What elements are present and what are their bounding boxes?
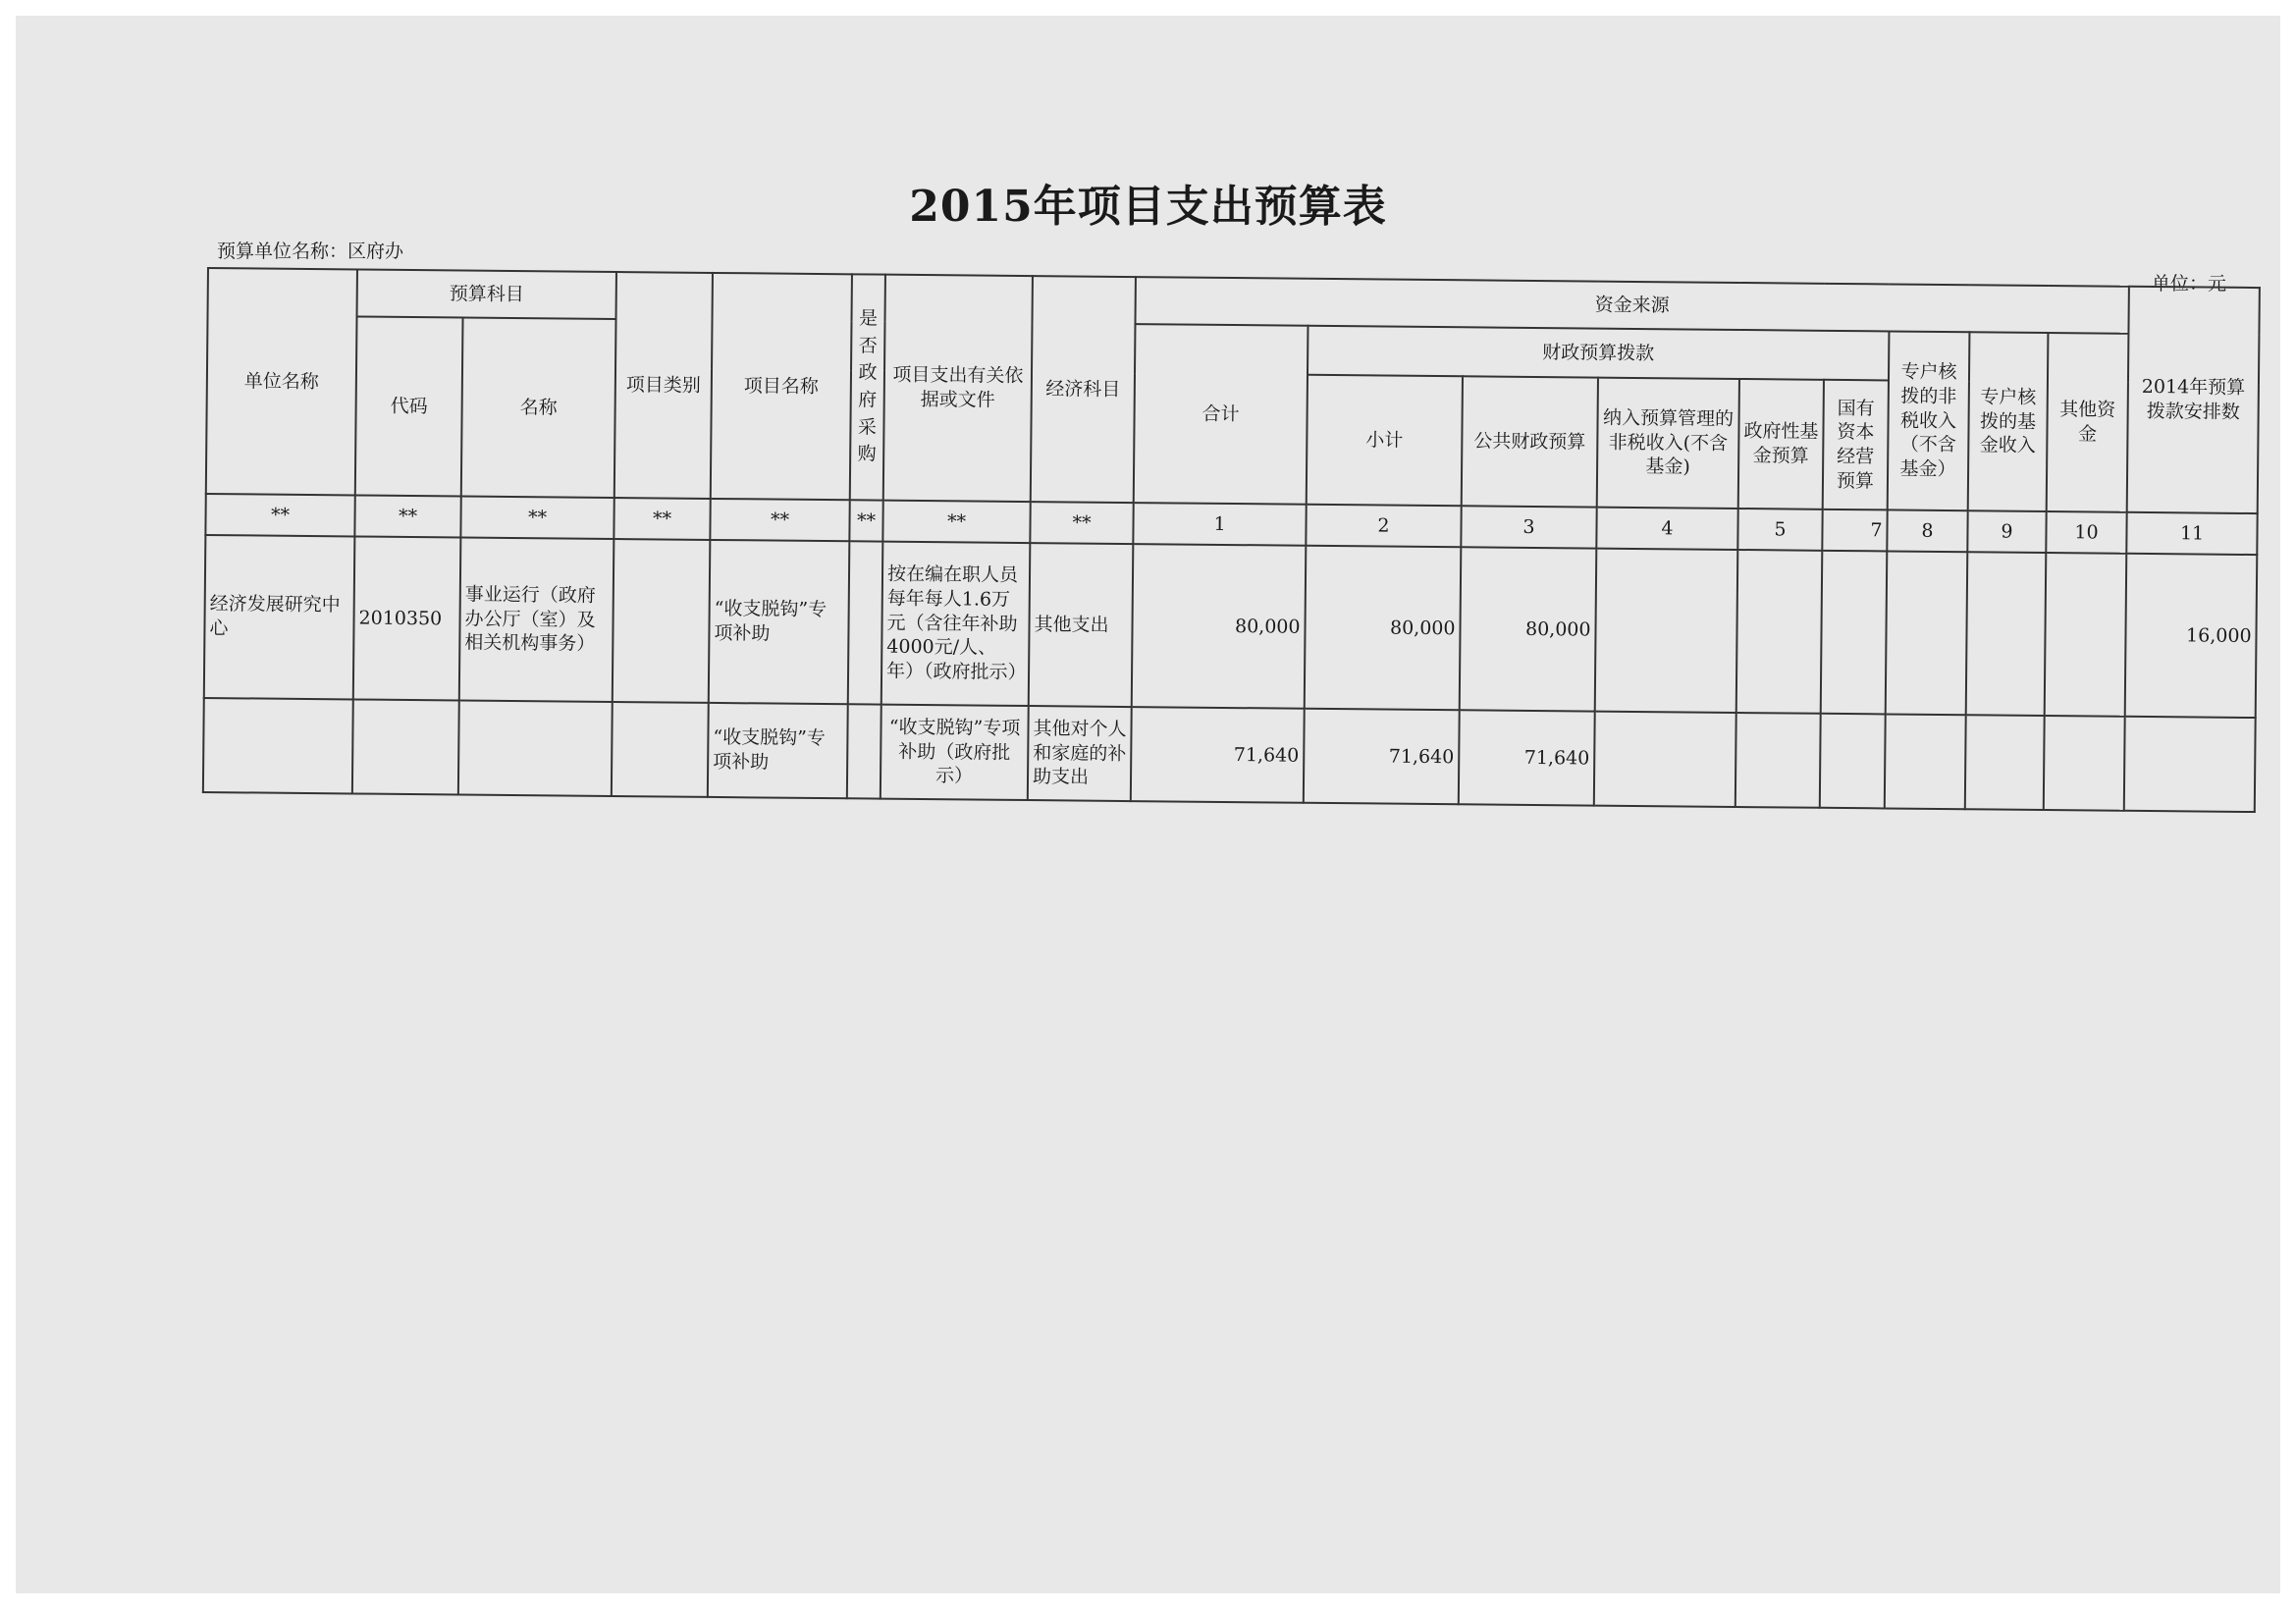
table-row [203,698,2256,812]
index-cell: ** [614,498,710,540]
header-project-type: 项目类别 [614,272,713,499]
header-special-fund: 专户核拨的基金收入 [1968,332,2049,511]
header-name: 名称 [461,318,616,498]
cell-unit: 经济发展研究中心 [204,535,355,699]
cell-non-tax [1594,712,1736,807]
index-cell: ** [849,500,882,541]
index-cell: 1 [1133,503,1306,546]
cell-total: 71,640 [1131,707,1305,803]
cell-special-fund [1965,715,2045,810]
scanned-page [16,16,2280,1593]
cell-special-nontax [1886,551,1968,715]
header-econ-subject: 经济科目 [1031,276,1136,503]
header-special-nontax: 专户核拨的非税收入（不含基金） [1888,331,1970,510]
cell-name [458,700,613,795]
cell-project-name: “收支脱钩”专项补助 [708,703,848,798]
cell-special-nontax [1885,714,1966,809]
index-cell: 2 [1306,505,1461,548]
header-public-budget: 公共财政预算 [1462,376,1598,507]
cell-code: 2010350 [353,536,461,700]
index-cell: 5 [1737,509,1822,551]
cell-public-budget: 80,000 [1460,547,1597,711]
cell-econ-subject: 其他支出 [1029,543,1134,707]
index-cell: 8 [1887,510,1967,552]
page-title: 2015年项目支出预算表 [909,182,1387,232]
index-cell: 4 [1596,508,1737,550]
cell-unit [203,698,353,793]
cell-subtotal: 80,000 [1305,546,1462,711]
cell-total: 80,000 [1132,544,1307,709]
header-fiscal: 财政预算拨款 [1308,326,1889,381]
cell-state-capital [1821,551,1888,715]
budget-unit-label: 预算单位名称：区府办 [217,241,404,262]
index-cell: ** [882,501,1030,543]
cell-project-type [612,702,709,797]
index-cell: ** [354,495,460,537]
cell-other-fund [2045,553,2127,717]
header-project-name: 项目名称 [711,273,852,500]
header-other-fund: 其他资金 [2047,333,2129,512]
cell-prev-year [2124,717,2256,812]
header-gov-procurement: 是否政府采购 [850,274,885,500]
header-non-tax: 纳入预算管理的非税收入(不含基金) [1597,378,1739,509]
cell-gov-procurement [847,704,881,798]
index-cell: 9 [1967,510,2046,553]
cell-econ-subject: 其他对个人和家庭的补助支出 [1028,706,1132,801]
index-cell: ** [205,494,354,536]
header-fund-source: 资金来源 [1136,277,2130,334]
project-expenditure-table [202,267,2261,813]
cell-project-name: “收支脱钩”专项补助 [709,540,850,704]
cell-state-capital [1820,714,1886,809]
cell-project-type [613,539,711,703]
header-total: 合计 [1134,324,1308,505]
cell-name: 事业运行（政府办公厅（室）及相关机构事务） [459,537,614,701]
header-gov-fund: 政府性基金预算 [1738,379,1824,510]
index-cell: ** [460,496,614,538]
index-cell: ** [1030,502,1133,544]
cell-other-fund [2044,716,2125,811]
header-state-capital: 国有资本经营预算 [1823,380,1889,510]
header-basis: 项目支出有关依据或文件 [883,275,1033,502]
cell-basis: 按在编在职人员每年每人1.6万元（含往年补助4000元/人、年）（政府批示） [881,542,1031,706]
cell-special-fund [1966,552,2047,716]
cell-gov-fund [1735,713,1821,808]
index-cell: 7 [1822,510,1887,552]
cell-basis: “收支脱钩”专项补助（政府批示） [881,705,1029,800]
cell-code [352,699,459,794]
index-cell: 3 [1461,506,1596,548]
budget-table-sheet [201,267,2259,876]
cell-gov-procurement [848,541,883,704]
header-subtotal: 小计 [1307,375,1463,507]
cell-subtotal: 71,640 [1304,709,1460,805]
index-cell: 11 [2126,512,2257,555]
cell-prev-year: 16,000 [2125,554,2258,718]
table-row [204,535,2258,718]
currency-unit-note: 单位：元 [2151,273,2226,295]
cell-gov-fund [1736,550,1823,714]
cell-public-budget: 71,640 [1459,710,1595,805]
header-unit: 单位名称 [206,268,357,495]
header-budget-subject: 预算科目 [357,269,616,319]
index-cell: 10 [2046,511,2126,554]
cell-non-tax [1595,549,1738,713]
header-code: 代码 [355,316,463,496]
index-cell: ** [710,499,849,541]
header-prev-year: 2014年预算拨款安排数 [2127,287,2260,513]
